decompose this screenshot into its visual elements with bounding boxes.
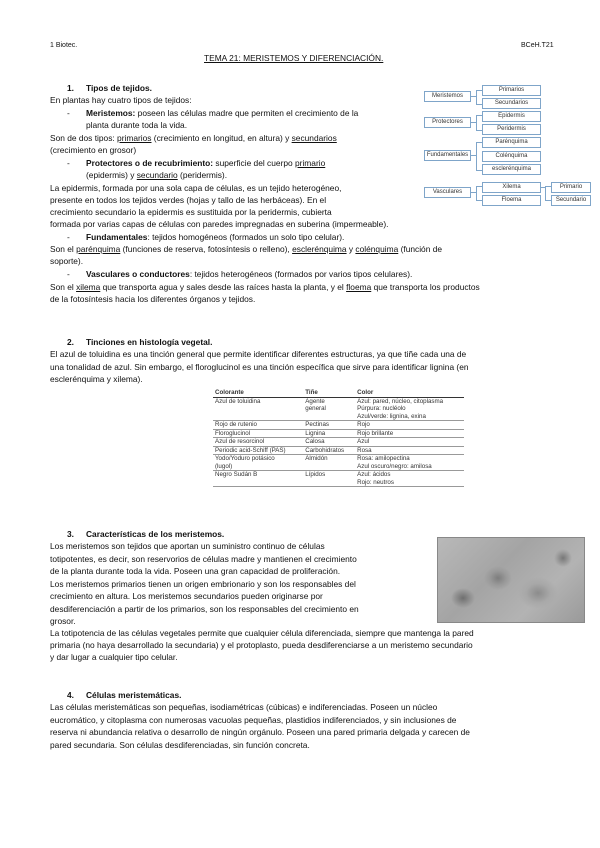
table-row bbox=[213, 446, 464, 455]
diagram-xilema: Xilema bbox=[482, 182, 541, 193]
diagram-primarios: Primarios bbox=[482, 85, 541, 96]
s4-l4: pared secundaria. Son células desdiferenciadas, sin función concreta. bbox=[50, 740, 310, 750]
bullet-dash: - bbox=[67, 158, 70, 168]
table-cell: Azul de resorcinol bbox=[213, 438, 303, 447]
diagram-protectores: Protectores bbox=[424, 117, 471, 128]
s3-l10: y dar lugar a cualquier tipo celular. bbox=[50, 652, 178, 662]
table-cell: Rosa: amilopectina Azul oscuro/negro: amilosa bbox=[355, 455, 464, 471]
diagram-parenquima: Parénquima bbox=[482, 137, 541, 148]
diagram-primario: Primario bbox=[551, 182, 591, 193]
s1-vasculares: Vasculares o conductores: tejidos heterogéneos (formados por varios tipos celulares). bbox=[86, 269, 413, 279]
table-row bbox=[213, 421, 464, 430]
s3-l6: desdiferenciación a partir de los primarios, son los responsables del crecimiento en bbox=[50, 604, 359, 614]
staining-table bbox=[213, 389, 464, 487]
section-1-heading: Tipos de tejidos. bbox=[86, 83, 152, 93]
s1-fundamentales: Fundamentales: tejidos homogéneos (formados un solo tipo celular). bbox=[86, 232, 345, 242]
table-cell: Carbohidratos bbox=[303, 446, 355, 455]
table-cell: Agente general bbox=[303, 397, 355, 421]
s1-dos-tipos: Son de dos tipos: primarios (crecimiento en longitud, en altura) y secundarios bbox=[50, 133, 337, 143]
table-header: Colorante bbox=[213, 389, 303, 397]
section-2-number: 2. bbox=[67, 337, 74, 347]
table-cell: Negro Sudán B bbox=[213, 471, 303, 487]
header-left: 1 Biotec. bbox=[50, 42, 78, 49]
bullet-dash: - bbox=[67, 269, 70, 279]
table-header: Tiñe bbox=[303, 389, 355, 397]
s1-meristemos: Meristemos: poseen las células madre que permiten el crecimiento de la bbox=[86, 108, 359, 118]
diagram-floema: Floema bbox=[482, 195, 541, 206]
diagram-vasculares: Vasculares bbox=[424, 187, 471, 198]
table-cell: Azul bbox=[355, 438, 464, 447]
s1-protectores-2: (epidermis) y secundario (peridermis). bbox=[86, 170, 228, 180]
s2-l2: una tonalidad de azul. Sin embargo, el floroglucinol es una tinción específica que sirve para identificar lignina (en bbox=[50, 362, 469, 372]
diagram-secundarios: Secundarios bbox=[482, 98, 541, 109]
table-cell: Pectinas bbox=[303, 421, 355, 430]
table-cell: Lignina bbox=[303, 429, 355, 438]
table-row bbox=[213, 455, 464, 471]
table-row bbox=[213, 429, 464, 438]
diagram-secundario: Secundario bbox=[551, 195, 591, 206]
s1-intro: En plantas hay cuatro tipos de tejidos: bbox=[50, 95, 192, 105]
diagram-peridermis: Peridermis bbox=[482, 124, 541, 135]
s3-l1: Los meristemos son tejidos que aportan un suministro continuo de células bbox=[50, 541, 325, 551]
table-cell: Rojo de rutenio bbox=[213, 421, 303, 430]
section-4-number: 4. bbox=[67, 690, 74, 700]
table-cell: Rojo brillante bbox=[355, 429, 464, 438]
s3-l9: primaria (no haya desarrollado la secundaria) y el protoplasto, pueda desdiferenciarse a un meristemo secundario bbox=[50, 640, 473, 650]
table-header: Color bbox=[355, 389, 464, 397]
section-3-number: 3. bbox=[67, 529, 74, 539]
bullet-dash: - bbox=[67, 232, 70, 242]
s1-dos-tipos-2: (crecimiento en grosor) bbox=[50, 145, 137, 155]
s3-l4: Los meristemos primarios tienen un origen embrionario y son los responsables del bbox=[50, 579, 356, 589]
s1-epid-3: crecimiento secundario la epidermis es sustituida por la peridermis, cubierta bbox=[50, 207, 332, 217]
table-cell: Azul: ácidos Rojo: neutros bbox=[355, 471, 464, 487]
s4-l1: Las células meristemáticas son pequeñas, isodiamétricas (cúbicas) e indiferenciadas. Poseen un núcleo bbox=[50, 702, 438, 712]
table-row bbox=[213, 438, 464, 447]
s2-l3: esclerénquima y xilema). bbox=[50, 374, 143, 384]
table-header-row bbox=[213, 389, 464, 397]
bullet-dash: - bbox=[67, 108, 70, 118]
table-cell: Rojo bbox=[355, 421, 464, 430]
s1-protectores: Protectores o de recubrimiento: superficie del cuerpo primario bbox=[86, 158, 326, 168]
table-cell: Azul de toluidina bbox=[213, 397, 303, 421]
s1-par-2: soporte). bbox=[50, 256, 84, 266]
diagram-epidermis: Epidermis bbox=[482, 111, 541, 122]
table-cell: Lípidos bbox=[303, 471, 355, 487]
s1-par: Son el parénquima (funciones de reserva, fotosíntesis o relleno), esclerénquima y colénquima (función de bbox=[50, 244, 443, 254]
s3-l8: La totipotencia de las células vegetales permite que cualquier célula diferenciada, siempre que mantenga la pared bbox=[50, 628, 474, 638]
s3-l3: de la planta durante toda la vida. Poseen una gran capacidad de proliferación. bbox=[50, 566, 341, 576]
table-cell: Floroglucinol bbox=[213, 429, 303, 438]
s1-xil-2: de la fotosíntesis hacia los diferentes órganos y tejidos. bbox=[50, 294, 256, 304]
s2-l1: El azul de toluidina es una tinción general que permite identificar diferentes estructuras, ya que tiñe cada una de bbox=[50, 349, 467, 359]
s1-xil: Son el xilema que transporta agua y sales desde las raíces hasta la planta, y el floema que transporta los productos bbox=[50, 282, 480, 292]
page-title: TEMA 21: MERISTEMOS Y DIFERENCIACIÓN. bbox=[204, 53, 384, 63]
s3-l5: crecimiento en altura. Los meristemos secundarios pueden originarse por bbox=[50, 591, 323, 601]
s1-meristemos-2: planta durante toda la vida. bbox=[86, 120, 188, 130]
table-row bbox=[213, 471, 464, 487]
s1-epid-4: formada por varias capas de células con paredes impregnadas en suberina (impermeable). bbox=[50, 219, 389, 229]
s1-epid-2: presente en todos los tejidos verdes (hojas y tallo de las herbáceas). En el bbox=[50, 195, 327, 205]
section-2-heading: Tinciones en histología vegetal. bbox=[86, 337, 213, 347]
table-cell: Rosa bbox=[355, 446, 464, 455]
diagram-meristemos: Meristemos bbox=[424, 91, 471, 102]
s3-l7: grosor. bbox=[50, 616, 76, 626]
table-cell: Calosa bbox=[303, 438, 355, 447]
table-cell: Yodo/Yoduro potásico (lugol) bbox=[213, 455, 303, 471]
diagram-colenquima: Colénquima bbox=[482, 151, 541, 162]
header-right: BCeH.T21 bbox=[521, 42, 554, 49]
s3-l2: totipotentes, es decir, son reservorios de células madre y mantienen el crecimiento bbox=[50, 554, 357, 564]
section-4-heading: Células meristemáticas. bbox=[86, 690, 182, 700]
table-cell: Periodic acid-Schiff (PAS) bbox=[213, 446, 303, 455]
table-cell: Azul: pared, núcleo, citoplasma Púrpura: nucléolo Azul/verde: lignina, exina bbox=[355, 397, 464, 421]
meristem-micrograph bbox=[437, 537, 585, 623]
table-cell: Almidón bbox=[303, 455, 355, 471]
s4-l3: reserva ni abundancia relativa o desarrollo de ningún orgánulo. Poseen una pared primaria delgada y carecen de bbox=[50, 727, 470, 737]
table-row bbox=[213, 397, 464, 421]
diagram-esclerenquima: esclerénquima bbox=[482, 164, 541, 175]
diagram-fundamentales: Fundamentales bbox=[424, 150, 471, 161]
s4-l2: eucromático, y citoplasma con numerosas vacuolas pequeñas, plastidios indiferenciados, y sin inclusiones de bbox=[50, 715, 457, 725]
section-1-number: 1. bbox=[67, 83, 74, 93]
s1-epid-1: La epidermis, formada por una sola capa de células, es un tejido heterogéneo, bbox=[50, 183, 342, 193]
section-3-heading: Características de los meristemos. bbox=[86, 529, 225, 539]
